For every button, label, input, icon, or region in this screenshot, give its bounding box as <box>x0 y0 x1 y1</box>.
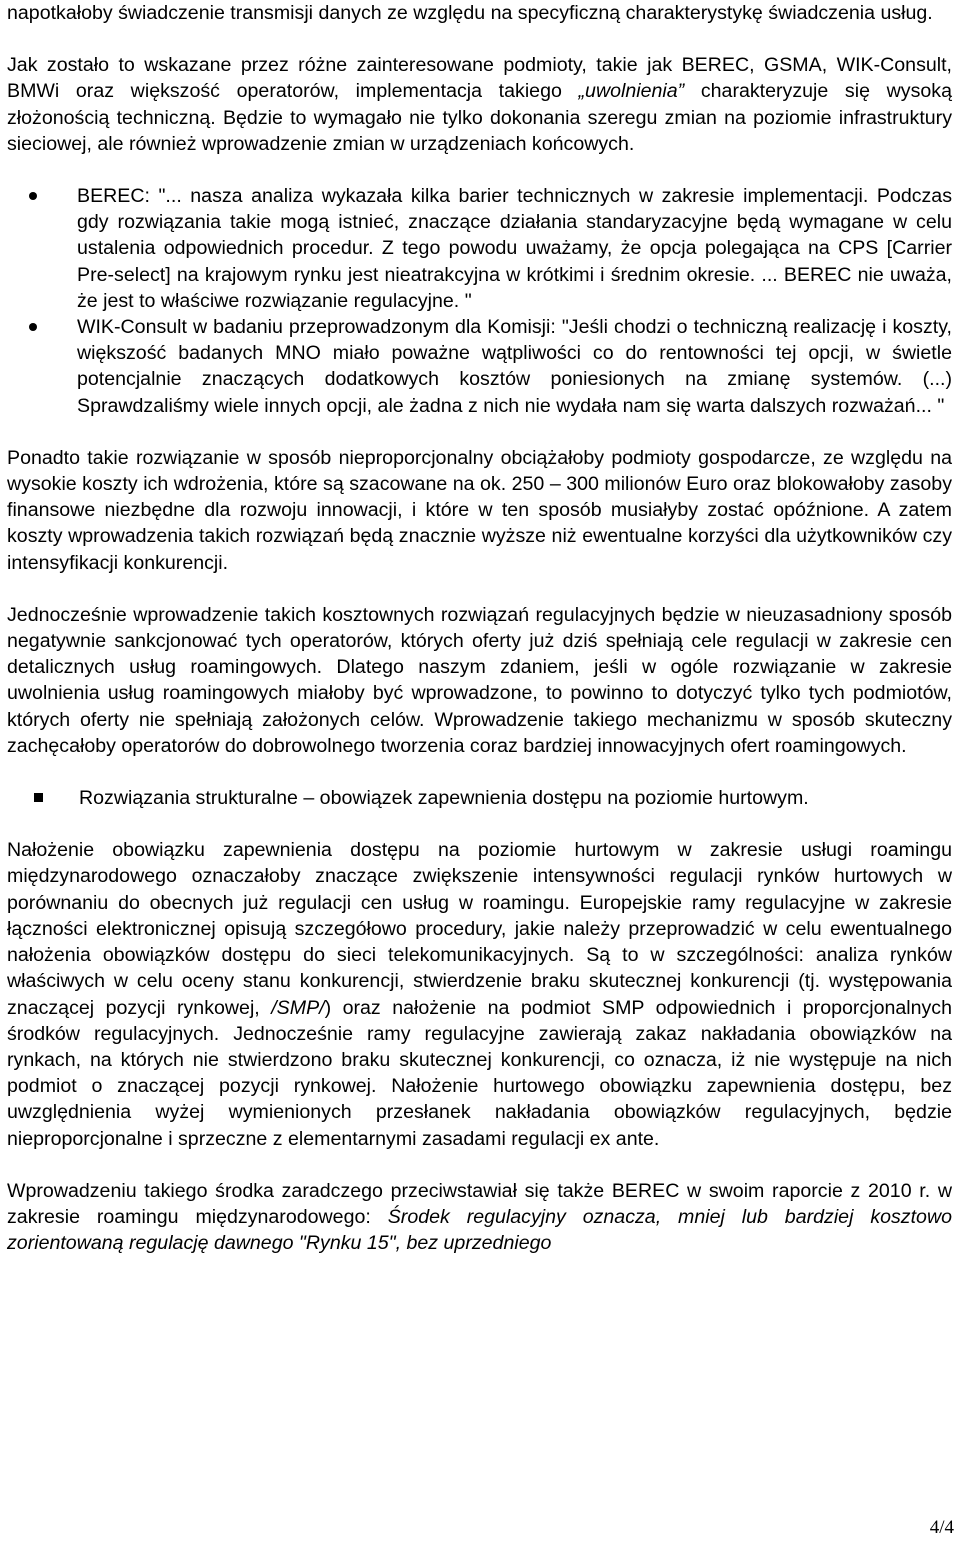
list-item-berec-quote: BEREC: "... nasza analiza wykazała kilka barier technicznych w zakresie implementacji. Podczas gdy rozwiązania takie mogą istnieć, znaczące działania standaryzacyjne będą wymagane w celu ustalenia odpowiednich procedur. Z tego powodu uważamy, że opcja polegająca na CPS [Carrier Pre-select] na krajowym rynku jest nieatrakcyjna w krótkimi i średnim okresie. ... BEREC nie uważa, że jest to właściwe rozwiązanie regulacyjne. " <box>7 183 952 314</box>
list-item-wik-quote: WIK-Consult w badaniu przeprowadzonym dla Komisji: "Jeśli chodzi o techniczną realizację i koszty, większość badanych MNO miało poważne wątpliwości co do rentowności tej opcji, w świetle potencjalnie znaczących dodatkowych kosztów poniesionych na zmianę systemów. (...) Sprawdzaliśmy wiele innych opcji, ale żadna z nich nie wydała nam się warta dalszych rozważań... " <box>7 314 952 419</box>
bullet-dot-icon <box>29 323 37 331</box>
bullet-dot-icon <box>29 192 37 200</box>
square-bullet-icon <box>34 793 43 802</box>
paragraph-costs: Ponadto takie rozwiązanie w sposób nieproporcjonalny obciążałoby podmioty gospodarcze, ze względu na wysokie koszty ich wdrożenia, które są szacowane na ok. 250 – 300 milionów Euro oraz blokowałoby zasoby finansowe niezbędne dla rozwoju innowacji, i które w ten sposób musiałyby zostać opóźnione. A zatem koszty wprowadzenia takich rozwiązań będą znacznie wyższe niż ewentualne korzyści dla użytkowników czy intensyfikacji konkurencji. <box>7 446 952 574</box>
page-number: 4/4 <box>929 1517 954 1538</box>
quotes-list <box>7 183 952 419</box>
paragraph-continuation: napotkałoby świadczenie transmisji danych ze względu na specyficzną charakterystykę świadczenia usług. <box>7 2 933 24</box>
paragraph-implementation-complexity: Jak zostało to wskazane przez różne zainteresowane podmioty, takie jak BEREC, GSMA, WIK-Consult, BMWi oraz większość operatorów, implementacja takiego „uwolnienia” charakteryzuje się wysoką złożonością techniczną. Będzie to wymagało nie tylko dokonania szeregu zmian na poziomie infrastruktury sieciowej, ale również wprowadzenie zmian w urządzeniach końcowych. <box>7 54 952 155</box>
paragraph-operators: Jednocześnie wprowadzenie takich kosztownych rozwiązań regulacyjnych będzie w nieuzasadniony sposób negatywnie sankcjonować tych operatorów, których oferty już dziś spełniają cele regulacji w zakresie cen detalicznych usług roamingowych. Dlatego naszym zdaniem, jeśli w ogóle rozwiązanie w zakresie uwolnienia usług roamingowych miałoby być wprowadzone, to powinno to dotyczyć tylko tych podmiotów, których oferty nie spełniają założonych celów. Wprowadzenie takiego mechanizmu w sposób skuteczny zachęcałoby operatorów do dobrowolnego tworzenia coraz bardziej innowacyjnych ofert roamingowych. <box>7 603 952 757</box>
paragraph-berec-report: Wprowadzeniu takiego środka zaradczego przeciwstawiał się także BEREC w swoim raporcie z 2010 r. w zakresie roamingu międzynarodowego: Środek regulacyjny oznacza, mniej lub bardziej kosztowo zorientowaną regulację dawnego "Rynku 15", bez uprzedniego <box>7 1179 952 1255</box>
section-heading-structural: Rozwiązania strukturalne – obowiązek zapewnienia dostępu na poziomie hurtowym. <box>7 785 952 811</box>
paragraph-wholesale-access: Nałożenie obowiązku zapewnienia dostępu na poziomie hurtowym w zakresie usługi roamingu międzynarodowego oznaczałoby znaczące zwiększenie intensywności regulacji rynków hurtowych w porównaniu do obecnych już regulacji cen usług w roamingu. Europejskie ramy regulacyjne w zakresie łączności elektronicznej opisują szczegółowo procedury, jakie należy przeprowadzić w celu ewentualnego nałożenia obowiązków dostępu do sieci telekomunikacyjnych. Są to w szczególności: analiza rynków właściwych w celu oceny stanu konkurencji, stwierdzenie braku skutecznej konkurencji (tj. występowania znaczącej pozycji rynkowej, /SMP/) oraz nałożenie na podmiot SMP odpowiednich i proporcjonalnych środków regulacyjnych. Jednocześnie ramy regulacyjne zawierają zakaz nakładania obowiązków na rynkach, na których nie stwierdzono braku skutecznej konkurencji, co oznacza, iż nie występuje na nich podmiot o znaczącej pozycji rynkowej. Nałożenie hurtowego obowiązku zapewnienia dostępu, bez uwzględnienia wyżej wymienionych przesłanek nakładania obowiązków regulacyjnych, będzie nieproporcjonalne i sprzeczne z elementarnymi zasadami regulacji ex ante. <box>7 839 952 1150</box>
